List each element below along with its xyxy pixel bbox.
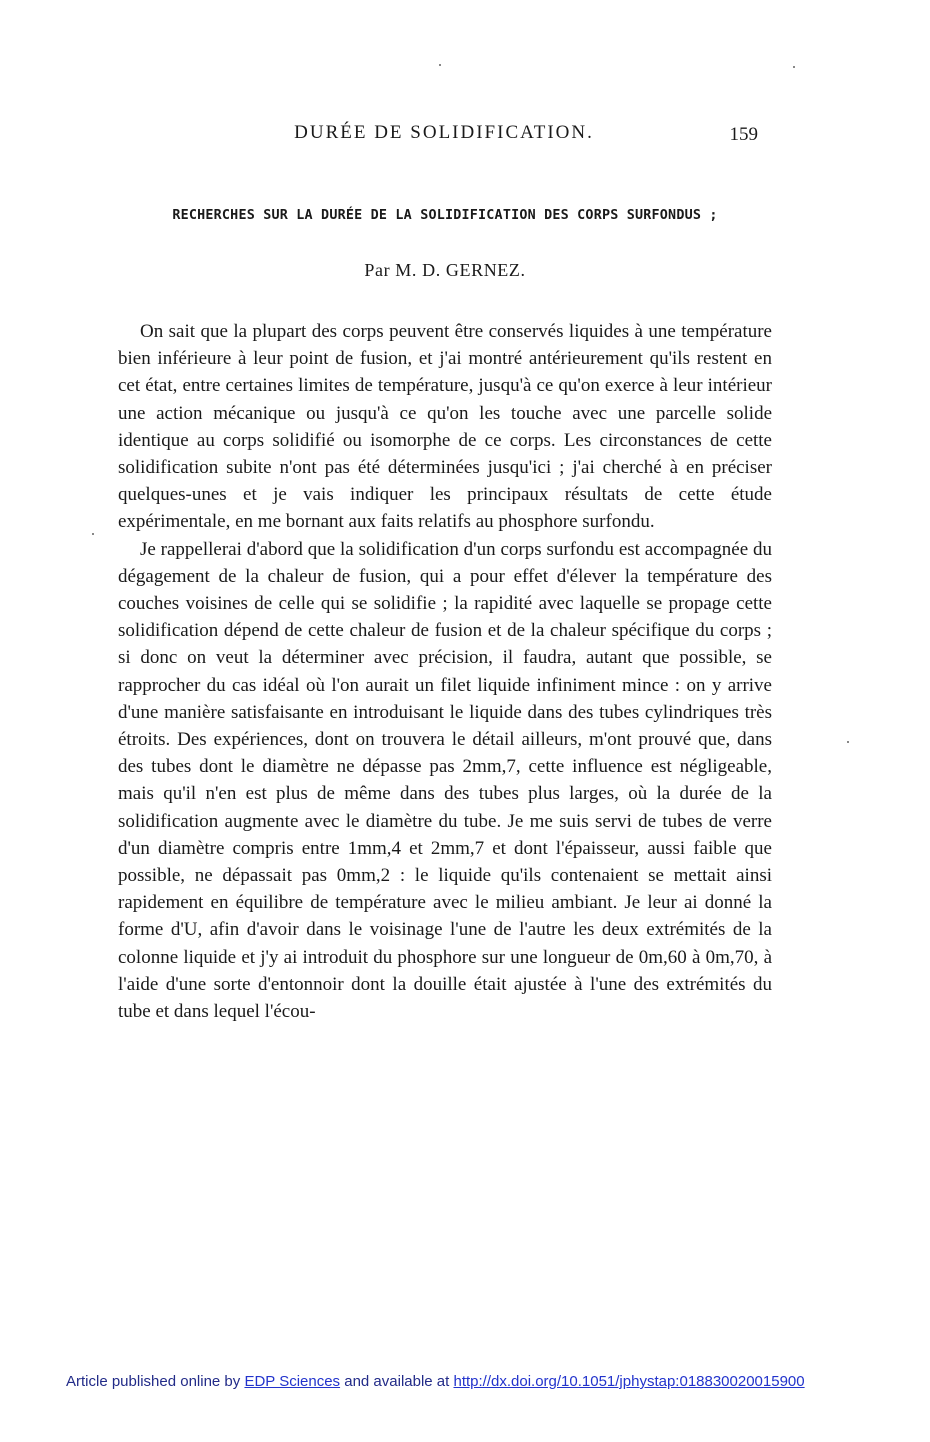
scan-speck [847,741,849,743]
article-author: Par M. D. GERNEZ. [364,260,526,280]
publisher-link[interactable]: EDP Sciences [244,1373,341,1390]
publication-footer [66,1373,866,1390]
footer-prefix: Article published online by [66,1373,245,1390]
paragraph-2: Je rappellerai d'abord que la solidification d'un corps surfondu est accompagnée du dégagement de la chaleur de fusion, qui a pour effet d'élever la température des couches voisines de celle qui se solidifie ; la rapidité avec laquelle se propage cette solidification dépend de cette chaleur de fusion et de la chaleur spécifique du corps ; si donc on veut la déterminer avec précision, il faudra, autant que possible, se rapprocher du cas idéal où l'on aurait un filet liquide infiniment mince : on y arrive d'une manière satisfaisante en introduisant le liquide dans des tubes cylindriques très étroits. Des expériences, dont on trouvera le détail ailleurs, m'ont prouvé que, dans des tubes dont le diamètre ne dépasse pas 2mm,7, cette influence est négligeable, mais qu'il n'en est plus de même dans des tubes plus larges, où la durée de la solidification augmente avec le diamètre du tube. Je me suis servi de tubes de verre d'un diamètre compris entre 1mm,4 et 2mm,7 et dont l'épaisseur, aussi faible que possible, ne dépassait pas 0mm,2 : le liquide qu'ils contenaient se mettait ainsi rapidement en équilibre de température avec le milieu ambiant. Je leur ai donné la forme d'U, afin d'avoir dans le voisinage l'une de l'autre les deux extrémités de la colonne liquide et j'y ai introduit du phosphore sur une longueur de 0m,60 à 0m,70, à l'aide d'une sorte d'entonnoir dont la douille était ajustée à l'une des extrémités du tube et dans lequel l'écou- [118,538,772,1023]
running-head [118,120,770,148]
article-body [118,318,772,1025]
doi-link[interactable]: http://dx.doi.org/10.1051/jphystap:018830020015900 [453,1373,805,1390]
article-title: RECHERCHES SUR LA DURÉE DE LA SOLIDIFICATION DES CORPS SURFONDUS ; [172,208,718,223]
running-head-title: DURÉE DE SOLIDIFICATION. [294,122,594,143]
scan-speck [793,66,795,68]
scan-speck [439,64,441,66]
scan-speck [92,533,94,535]
page-number: 159 [729,124,758,145]
footer-middle: and available at [340,1373,454,1390]
paragraph-1: On sait que la plupart des corps peuvent être conservés liquides à une température bien inférieure à leur point de fusion, et j'ai montré antérieurement qu'ils restent en cet état, entre certaines limites de température, jusqu'à ce qu'on exerce à leur intérieur une action mécanique ou jusqu'à ce qu'on les touche avec une parcelle solide identique au corps solidifié ou isomorphe de ce corps. Les circonstances de cette solidification subite n'ont pas été déterminées jusqu'ici ; j'ai cherché à en préciser quelques-unes et je vais indiquer les principaux résultats de cette étude expérimentale, en me bornant aux faits relatifs au phosphore surfondu. [118,321,772,533]
